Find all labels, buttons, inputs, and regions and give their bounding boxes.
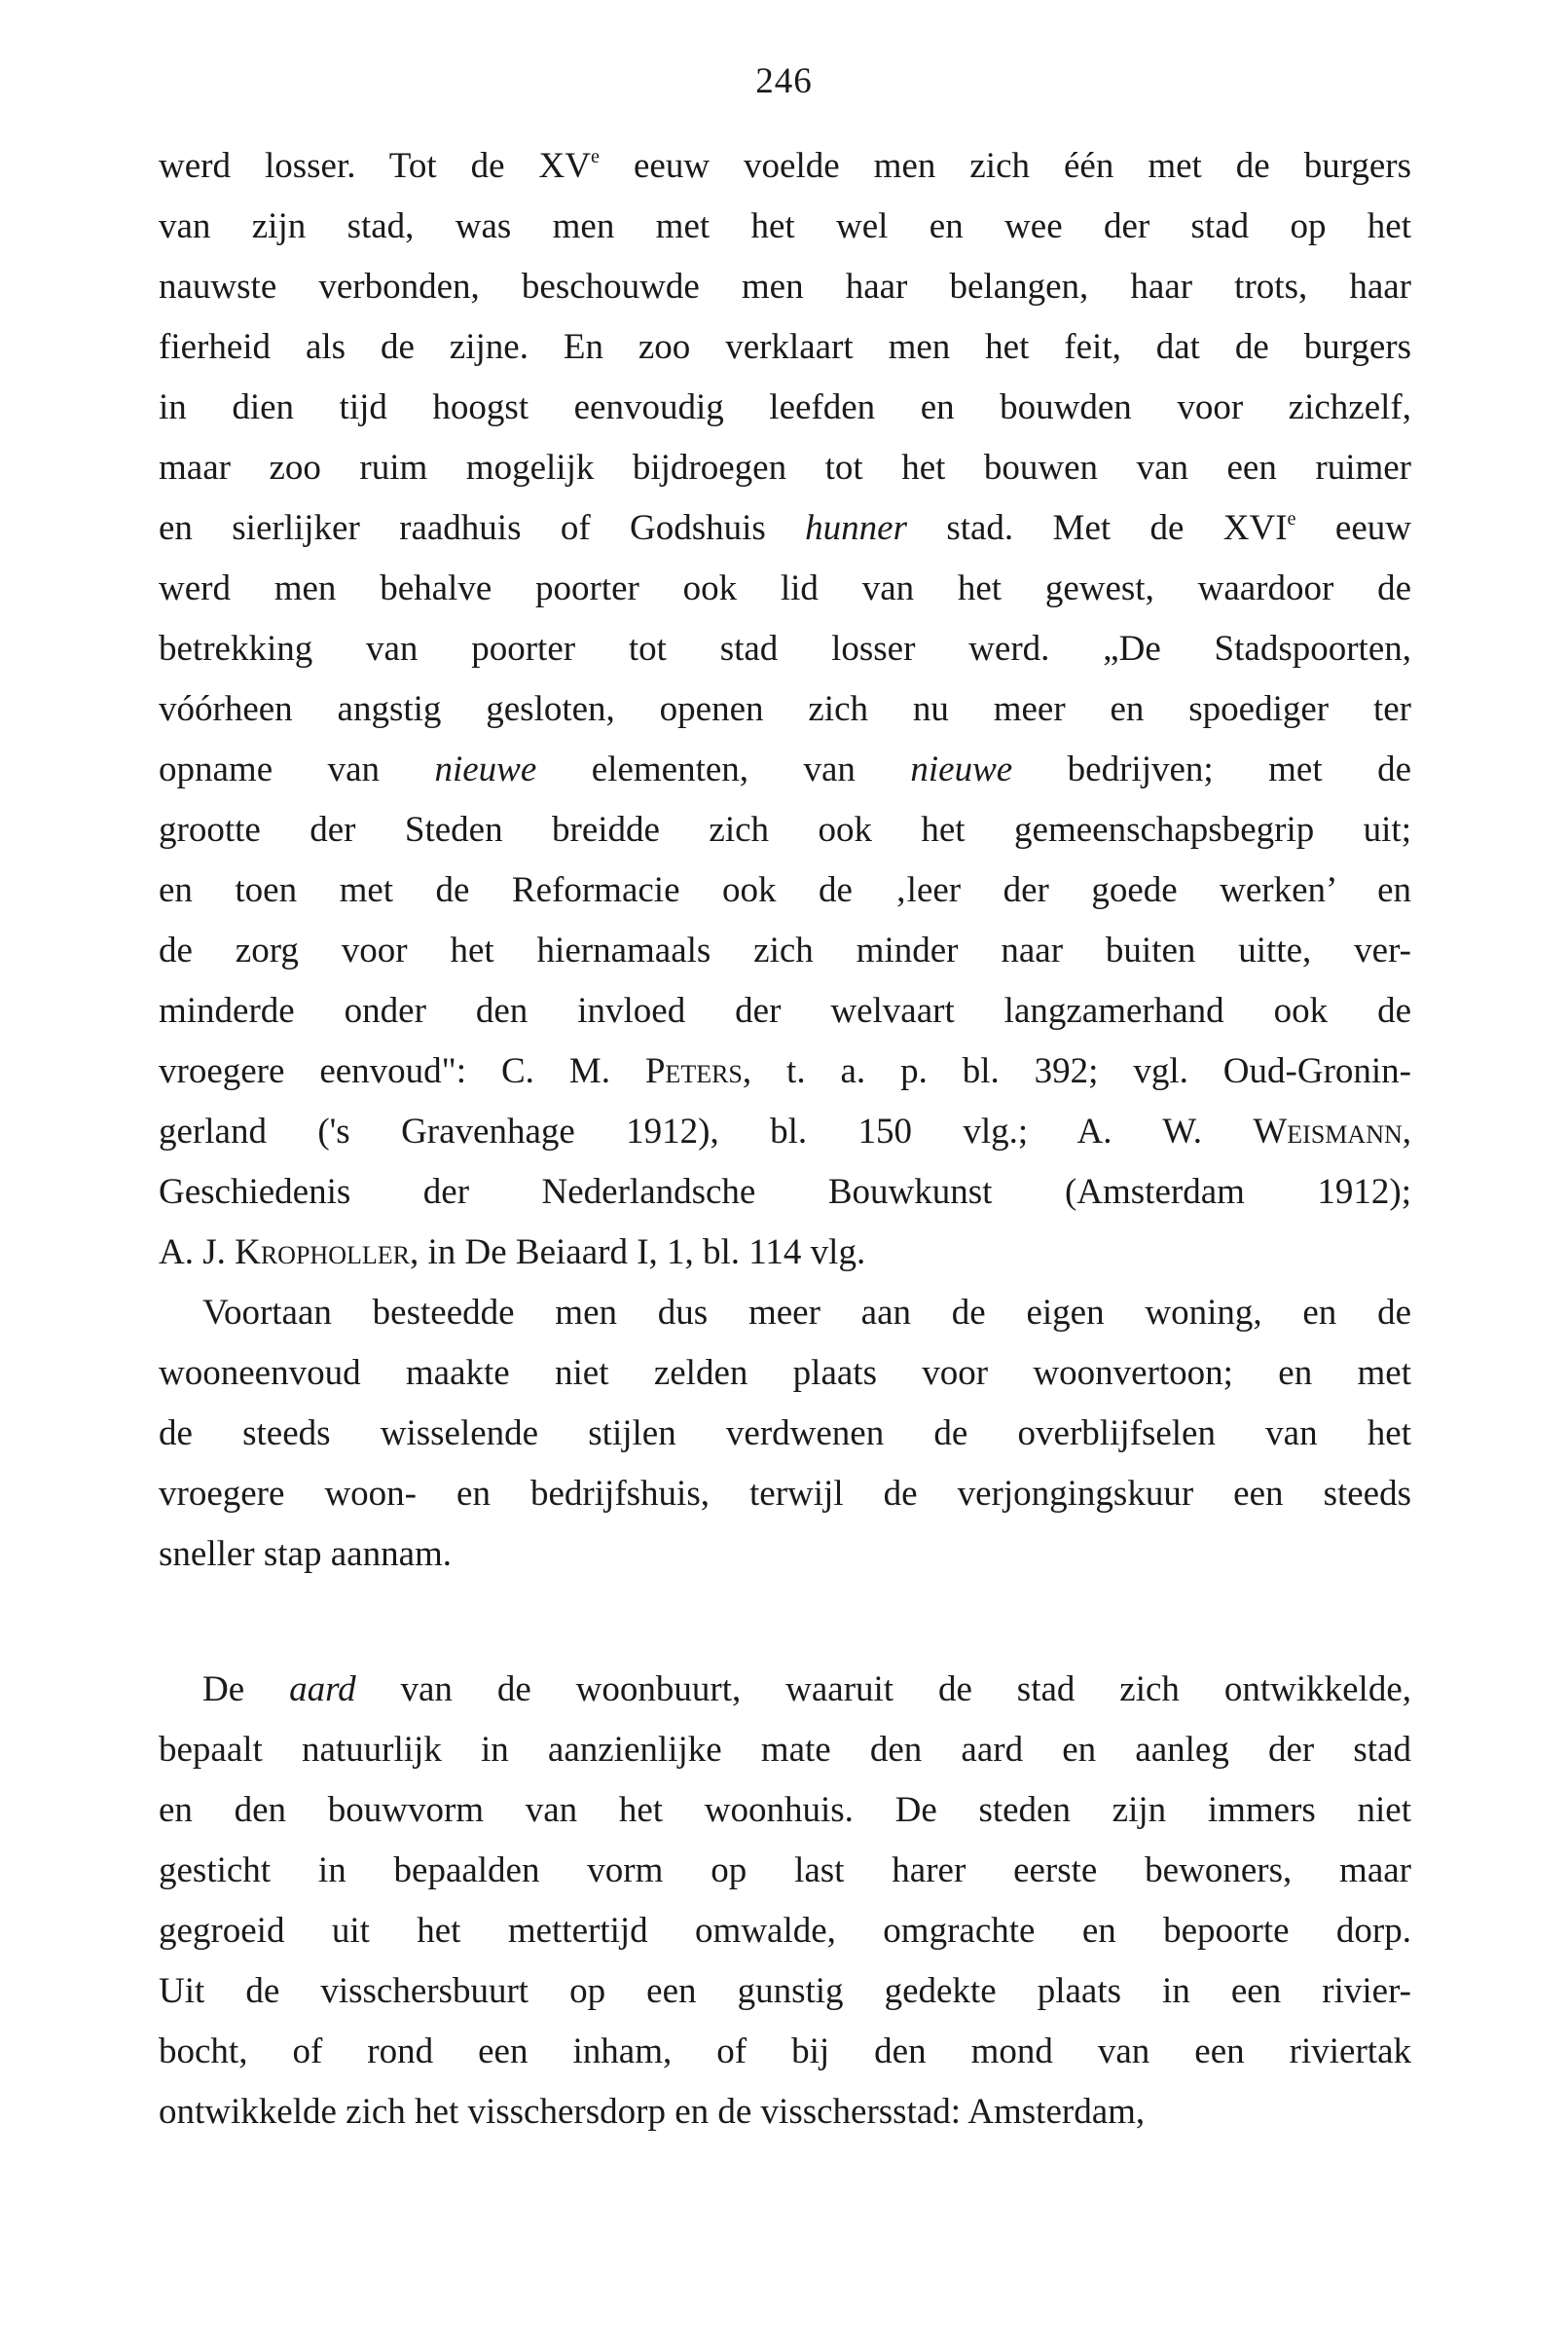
italic-text: aard [289, 1669, 356, 1709]
text-line [159, 2082, 1411, 2142]
text-line [159, 619, 1411, 679]
text-segment: A. J. [159, 1232, 236, 1272]
text-segment: , [1402, 1112, 1411, 1152]
author-name: Peters [644, 1051, 743, 1091]
text-line [159, 860, 1411, 921]
text-segment: werd losser. Tot de XV [159, 146, 591, 186]
text-segment: stad. Met de XVI [906, 508, 1288, 548]
text-segment: wooneenvoud maakte niet zelden plaats voor woonvertoon; en met [159, 1353, 1411, 1393]
text-segment: Uit de visschersbuurt op een gunstig gedekte plaats in een rivier- [159, 1971, 1411, 2011]
text-segment: De [202, 1669, 290, 1709]
text-segment: maar zoo ruim mogelijk bijdroegen tot het bouwen van een ruimer [159, 448, 1411, 488]
italic-text: nieuwe [910, 750, 1013, 789]
text-segment: van zijn stad, was men met het wel en wee der stad op het [159, 206, 1411, 246]
text-segment: in dien tijd hoogst eenvoudig leefden en bouwden voor zichzelf, [159, 387, 1411, 427]
text-line [159, 1042, 1411, 1102]
paragraph-1 [159, 136, 1411, 1283]
author-name: Kropholler [235, 1232, 410, 1272]
text-segment: , t. a. p. bl. 392; vgl. Oud-Gronin- [742, 1051, 1411, 1091]
paragraph-2 [159, 1283, 1411, 1585]
text-segment: bepaalt natuurlijk in aanzienlijke mate den aard en aanleg der stad [159, 1730, 1411, 1770]
text-line [159, 1464, 1411, 1524]
text-segment: en toen met de Reformacie ook de ‚leer der goede werken’ en [159, 870, 1411, 910]
text-segment: en den bouwvorm van het woonhuis. De steden zijn immers niet [159, 1790, 1411, 1830]
text-segment: vroegere woon- en bedrijfshuis, terwijl de verjongingskuur een steeds [159, 1474, 1411, 1514]
text-line [159, 1223, 1411, 1283]
text-line [159, 1901, 1411, 1961]
text-segment: vóórheen angstig gesloten, openen zich nu meer en spoediger ter [159, 689, 1411, 729]
text-segment: grootte der Steden breidde zich ook het gemeenschapsbegrip uit; [159, 810, 1411, 850]
text-segment: Geschiedenis der Nederlandsche Bouwkunst (Amsterdam 1912); [159, 1172, 1411, 1212]
text-segment: nauwste verbonden, beschouwde men haar belangen, haar trots, haar [159, 267, 1411, 307]
text-segment: van de woonbuurt, waaruit de stad zich ontwikkelde, [355, 1669, 1411, 1709]
paragraph-3 [159, 1660, 1411, 2142]
superscript: e [590, 145, 600, 167]
text-segment: bedrijven; met de [1012, 750, 1412, 789]
text-line [159, 559, 1411, 619]
text-line [159, 136, 1411, 197]
text-segment: bocht, of rond een inham, of bij den mond van een riviertak [159, 2032, 1411, 2071]
text-line [159, 1524, 1411, 1585]
text-segment: de steeds wisselende stijlen verdwenen de overblijfselen van het [159, 1413, 1411, 1453]
text-line [159, 1283, 1411, 1343]
text-segment: fierheid als de zijne. En zoo verklaart men het feit, dat de burgers [159, 327, 1411, 367]
italic-text: nieuwe [434, 750, 537, 789]
text-segment: eeuw voelde men zich één met de burgers [600, 146, 1411, 186]
text-line [159, 921, 1411, 981]
text-segment: minderde onder den invloed der welvaart langzamerhand ook de [159, 991, 1411, 1031]
text-segment: gesticht in bepaalden vorm op last harer eerste bewoners, maar [159, 1850, 1411, 1890]
text-segment: gegroeid uit het mettertijd omwalde, omgrachte en bepoorte dorp. [159, 1911, 1411, 1951]
author-name: Weismann [1253, 1112, 1403, 1152]
text-segment: sneller stap aannam. [159, 1534, 453, 1574]
text-segment: gerland ('s Gravenhage 1912), bl. 150 vlg.; A. W. [159, 1112, 1254, 1152]
page-number: 246 [755, 61, 813, 101]
superscript: e [1287, 507, 1296, 530]
text-line [159, 1961, 1411, 2022]
text-line [159, 1841, 1411, 1901]
text-segment: vroegere eenvoud": C. M. [159, 1051, 645, 1091]
text-segment: eeuw [1295, 508, 1411, 548]
text-line [159, 498, 1411, 559]
text-line [159, 2022, 1411, 2082]
text-segment: ontwikkelde zich het visschersdorp en de visschersstad: Amsterdam, [159, 2092, 1146, 2132]
text-segment: de zorg voor het hiernamaals zich minder naar buiten uitte, ver- [159, 931, 1411, 970]
text-segment: elementen, van [536, 750, 911, 789]
text-line [159, 1720, 1411, 1780]
main-text-block [159, 136, 1411, 1585]
text-line [159, 1780, 1411, 1841]
text-line [159, 679, 1411, 740]
text-line [159, 1343, 1411, 1404]
text-segment: en sierlijker raadhuis of Godshuis [159, 508, 806, 548]
text-segment: Voortaan besteedde men dus meer aan de eigen woning, en de [202, 1293, 1411, 1333]
text-line [159, 257, 1411, 317]
text-line [159, 197, 1411, 257]
text-segment: werd men behalve poorter ook lid van het gewest, waardoor de [159, 568, 1411, 608]
text-line [159, 800, 1411, 860]
text-line [159, 438, 1411, 498]
italic-text: hunner [805, 508, 907, 548]
text-line [159, 1162, 1411, 1223]
text-line [159, 317, 1411, 378]
text-line [159, 1102, 1411, 1162]
text-line [159, 378, 1411, 438]
section-text-block [159, 1660, 1411, 2142]
text-line [159, 740, 1411, 800]
text-line [159, 1660, 1411, 1720]
text-segment: opname van [159, 750, 435, 789]
text-segment: , in De Beiaard I, 1, bl. 114 vlg. [409, 1232, 866, 1272]
text-line [159, 981, 1411, 1042]
text-segment: betrekking van poorter tot stad losser werd. „De Stadspoorten, [159, 629, 1411, 669]
text-line [159, 1404, 1411, 1464]
